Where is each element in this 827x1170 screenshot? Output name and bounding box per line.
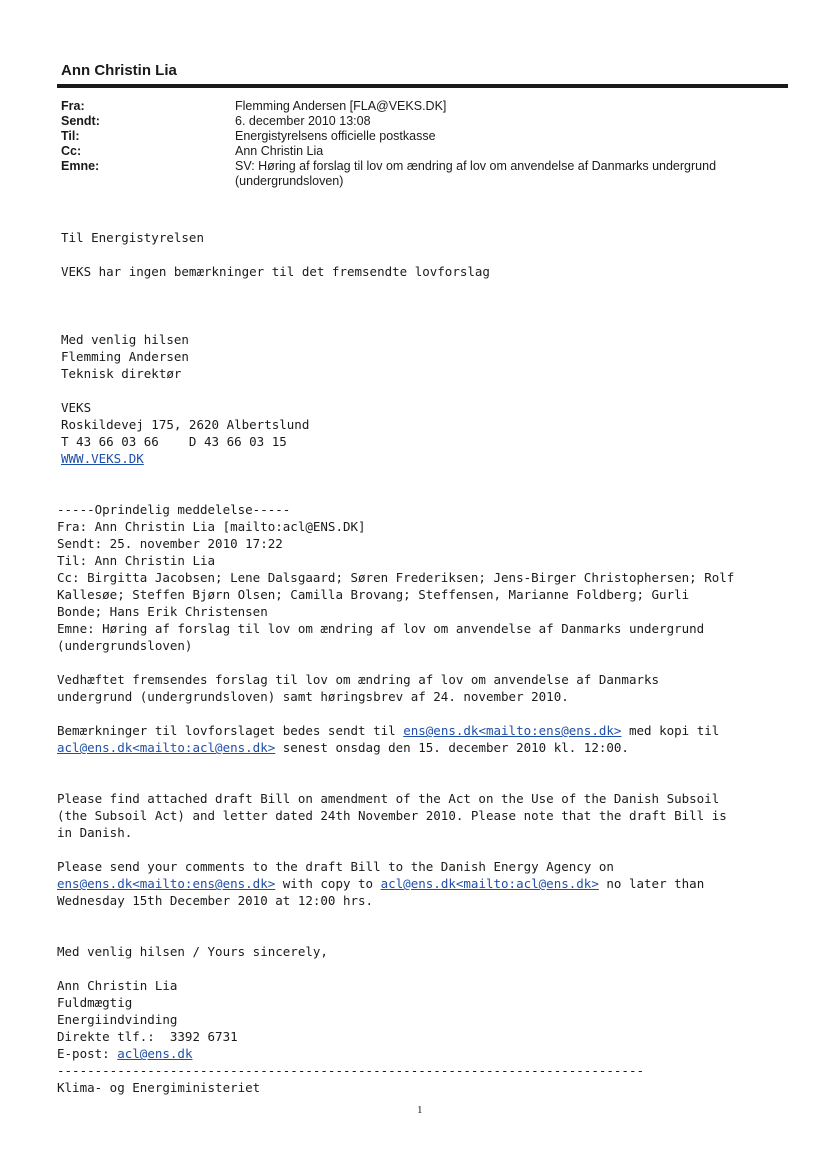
header-value: Energistyrelsens officielle postkasse bbox=[235, 129, 436, 143]
header-label: Sendt: bbox=[61, 114, 100, 128]
header-value: Flemming Andersen [FLA@VEKS.DK] bbox=[235, 99, 447, 113]
text: Bemærkninger til lovforslaget bedes sendt til bbox=[57, 723, 404, 738]
original-cc: Cc: Birgitta Jacobsen; Lene Dalsgaard; Søren Frederiksen; Jens-Birger Christophersen; Rolf bbox=[57, 570, 735, 585]
original-from: Fra: Ann Christin Lia [mailto:acl@ENS.DK] bbox=[57, 519, 366, 534]
english-paragraph: in Danish. bbox=[57, 825, 133, 840]
sig-email-line bbox=[57, 1045, 734, 1062]
text: with copy to bbox=[275, 876, 381, 891]
header-row-sent bbox=[61, 114, 788, 129]
danish-paragraph: Vedhæftet fremsendes forslag til lov om ændring af lov om anvendelse af Danmarks bbox=[57, 672, 660, 687]
ministry-name: Klima- og Energiministeriet bbox=[57, 1080, 261, 1095]
header-value: SV: Høring af forslag til lov om ændring af lov om anvendelse af Danmarks undergrund (undergrundsloven) bbox=[235, 159, 717, 188]
ens-mailto-link[interactable]: ens@ens.dk<mailto:ens@ens.dk> bbox=[403, 723, 622, 738]
original-sent: Sendt: 25. november 2010 17:22 bbox=[57, 536, 283, 551]
original-message bbox=[57, 501, 734, 1096]
original-cc: Kallesøe; Steffen Bjørn Olsen; Camilla Brovang; Steffensen, Marianne Foldberg; Gurli bbox=[57, 587, 690, 602]
company-phone: T 43 66 03 66 D 43 66 03 15 bbox=[61, 434, 287, 449]
reply-greeting: Til Energistyrelsen bbox=[61, 230, 204, 245]
acl-mailto-link[interactable]: acl@ens.dk<mailto:acl@ens.dk> bbox=[57, 740, 276, 755]
text: no later than bbox=[598, 876, 705, 891]
reply-body bbox=[61, 229, 490, 467]
english-request-line: Wednesday 15th December 2010 at 12:00 hrs. bbox=[57, 893, 374, 908]
header-value: 6. december 2010 13:08 bbox=[235, 114, 371, 128]
original-subject: (undergrundsloven) bbox=[57, 638, 193, 653]
ens-mailto-link[interactable]: ens@ens.dk<mailto:ens@ens.dk> bbox=[57, 876, 276, 891]
sig-name: Ann Christin Lia bbox=[57, 978, 178, 993]
text: med kopi til bbox=[621, 723, 720, 738]
header-label: Emne: bbox=[61, 159, 100, 173]
english-request-line: Please send your comments to the draft Bill to the Danish Energy Agency on bbox=[57, 859, 614, 874]
original-subject: Emne: Høring af forslag til lov om ændring af lov om anvendelse af Danmarks undergrund bbox=[57, 621, 705, 636]
header-label: Cc: bbox=[61, 144, 82, 158]
sig-email-label: E-post: bbox=[57, 1046, 118, 1061]
original-closing: Med venlig hilsen / Yours sincerely, bbox=[57, 944, 328, 959]
page-number: 1 bbox=[417, 1104, 423, 1116]
sig-email-link[interactable]: acl@ens.dk bbox=[117, 1046, 193, 1061]
danish-request-line bbox=[57, 722, 734, 739]
english-request-line bbox=[57, 875, 734, 892]
header-label: Til: bbox=[61, 129, 80, 143]
header-value: Ann Christin Lia bbox=[235, 144, 324, 158]
header-row-to bbox=[61, 129, 788, 144]
header-row-subject bbox=[61, 159, 788, 189]
header-row-cc bbox=[61, 144, 788, 159]
original-cc: Bonde; Hans Erik Christensen bbox=[57, 604, 268, 619]
signer-title: Teknisk direktør bbox=[61, 366, 182, 381]
header-row-from bbox=[61, 99, 788, 114]
reply-text: VEKS har ingen bemærkninger til det fremsendte lovforslag bbox=[61, 264, 490, 279]
signer-name: Flemming Andersen bbox=[61, 349, 189, 364]
sig-title: Fuldmægtig bbox=[57, 995, 133, 1010]
danish-request-line bbox=[57, 739, 734, 756]
sig-department: Energiindvinding bbox=[57, 1012, 178, 1027]
website-link[interactable]: WWW.VEKS.DK bbox=[61, 451, 144, 466]
text: senest onsdag den 15. december 2010 kl. 12:00. bbox=[275, 740, 629, 755]
company-address: Roskildevej 175, 2620 Albertslund bbox=[61, 417, 310, 432]
english-paragraph: (the Subsoil Act) and letter dated 24th November 2010. Please note that the draft Bill is bbox=[57, 808, 727, 823]
header-rule bbox=[57, 84, 788, 88]
footer-rule: ------------------------------------------------------------------------------ bbox=[57, 1063, 644, 1078]
reply-closing: Med venlig hilsen bbox=[61, 332, 189, 347]
header-label: Fra: bbox=[61, 99, 85, 113]
company-name: VEKS bbox=[61, 400, 92, 415]
danish-paragraph: undergrund (undergrundsloven) samt høringsbrev af 24. november 2010. bbox=[57, 689, 569, 704]
original-to: Til: Ann Christin Lia bbox=[57, 553, 216, 568]
original-separator: -----Oprindelig meddelelse----- bbox=[57, 502, 291, 517]
sender-name: Ann Christin Lia bbox=[61, 62, 177, 79]
acl-mailto-link[interactable]: acl@ens.dk<mailto:acl@ens.dk> bbox=[380, 876, 599, 891]
english-paragraph: Please find attached draft Bill on amendment of the Act on the Use of the Danish Subsoil bbox=[57, 791, 720, 806]
sig-phone: Direkte tlf.: 3392 6731 bbox=[57, 1029, 238, 1044]
email-header bbox=[61, 99, 788, 189]
